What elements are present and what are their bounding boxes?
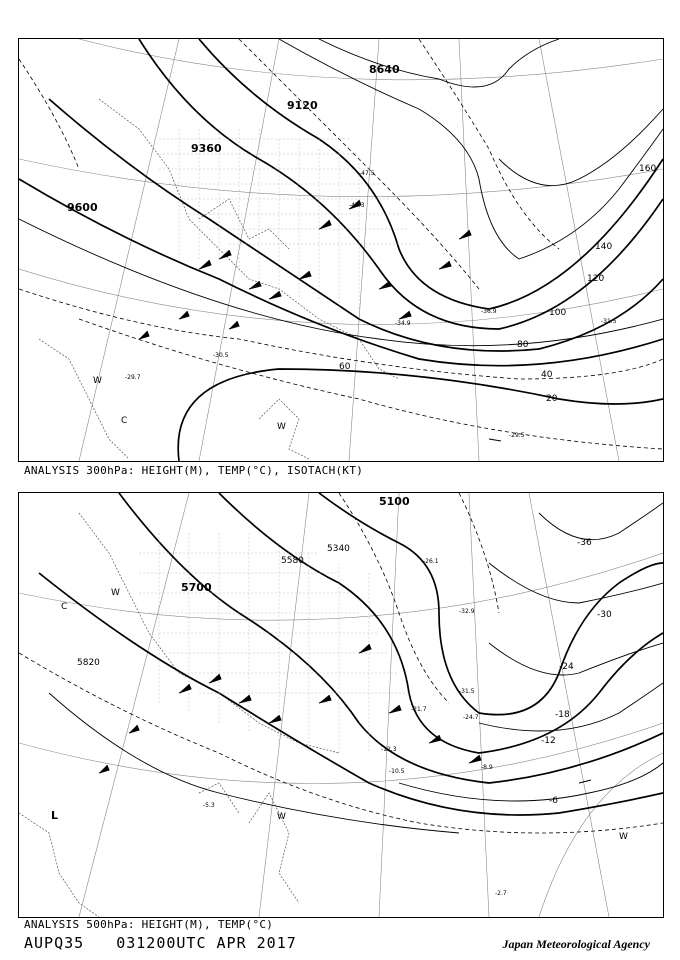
- isotach-label-120: 120: [587, 274, 605, 284]
- isotherm-label-minus6: -6: [549, 796, 558, 806]
- temp-label: -12.3: [381, 746, 397, 753]
- warm-center-mark: W: [93, 376, 102, 386]
- height-label-5100: 5100: [379, 495, 410, 508]
- isotherm-label-minus36: -36: [577, 538, 592, 548]
- map-500hpa: [18, 492, 664, 918]
- warm-center-mark: W: [619, 832, 628, 842]
- map-300hpa: [18, 38, 664, 462]
- low-center-mark: L: [51, 809, 59, 822]
- chart-caption-500hpa: ANALYSIS 500hPa: HEIGHT(M), TEMP(°C): [24, 918, 274, 931]
- graticule: [19, 39, 663, 461]
- isotherm-label-minus18: -18: [555, 710, 570, 720]
- isotherm-label-minus12: -12: [541, 736, 556, 746]
- height-label-5580: 5580: [281, 556, 304, 566]
- temp-label: -29.7: [125, 374, 141, 381]
- cold-center-mark: C: [61, 602, 68, 612]
- isotach-label-140: 140: [595, 242, 613, 252]
- hatched-area: [159, 129, 419, 309]
- temp-label: -31.5: [601, 318, 617, 325]
- temp-label: -24.7: [463, 714, 479, 721]
- warm-center-mark: W: [277, 422, 286, 432]
- pressure-centers: [51, 588, 628, 842]
- isotach-label-160: 160: [639, 164, 657, 174]
- isotach-label-80: 80: [517, 340, 529, 350]
- map-500hpa-canvas: [19, 493, 663, 917]
- chart-identifier: [24, 934, 319, 952]
- height-label-9120: 9120: [287, 99, 318, 112]
- temp-label: -36.9: [481, 308, 497, 315]
- coastline: [19, 513, 339, 917]
- temperature-labels: [125, 170, 617, 439]
- temp-label: -31.5: [459, 688, 475, 695]
- temp-label: -32.9: [459, 608, 475, 615]
- temp-label: -45.3: [349, 202, 365, 209]
- height-label-8640: 8640: [369, 63, 400, 76]
- agency-credit: Japan Meteorological Agency: [502, 937, 650, 951]
- temp-label: -47.5: [359, 170, 375, 177]
- pressure-centers: [93, 376, 286, 432]
- temp-label: -2.7: [495, 890, 507, 897]
- map-300hpa-canvas: [19, 39, 663, 461]
- height-label-5700: 5700: [181, 581, 212, 594]
- temperature-labels: [203, 558, 507, 897]
- height-label-5340: 5340: [327, 544, 350, 554]
- isotherm-label-minus30: -30: [597, 610, 612, 620]
- temp-label: -26.1: [423, 558, 439, 565]
- temp-label: -30.5: [213, 352, 229, 359]
- warm-center-mark: W: [277, 812, 286, 822]
- graticule: [19, 493, 663, 917]
- temp-label: -8.9: [481, 764, 493, 771]
- temp-label: -21.7: [411, 706, 427, 713]
- temp-label: -34.9: [395, 320, 411, 327]
- height-label-9360: 9360: [191, 142, 222, 155]
- height-contours: [19, 39, 663, 461]
- temp-label: -5.3: [203, 802, 215, 809]
- chart-caption-300hpa: ANALYSIS 300hPa: HEIGHT(M), TEMP(°C), ISOTACH(KT): [24, 464, 364, 477]
- isotach-label-20: 20: [546, 394, 558, 404]
- isotach-label-60: 60: [339, 362, 351, 372]
- height-contours: [39, 493, 663, 815]
- isotherm-label-minus24: -24: [559, 662, 574, 672]
- height-label-5820: 5820: [77, 658, 100, 668]
- temp-label: -10.5: [389, 768, 405, 775]
- height-label-9600: 9600: [67, 201, 98, 214]
- warm-center-mark: W: [111, 588, 120, 598]
- isotach-label-100: 100: [549, 308, 567, 318]
- valid-time: 031200UTC APR 2017: [116, 934, 297, 952]
- chart-code: AUPQ35: [24, 934, 85, 952]
- cold-center-mark: C: [121, 416, 128, 426]
- temp-label: -29.5: [509, 432, 525, 439]
- isotach-label-40: 40: [541, 370, 553, 380]
